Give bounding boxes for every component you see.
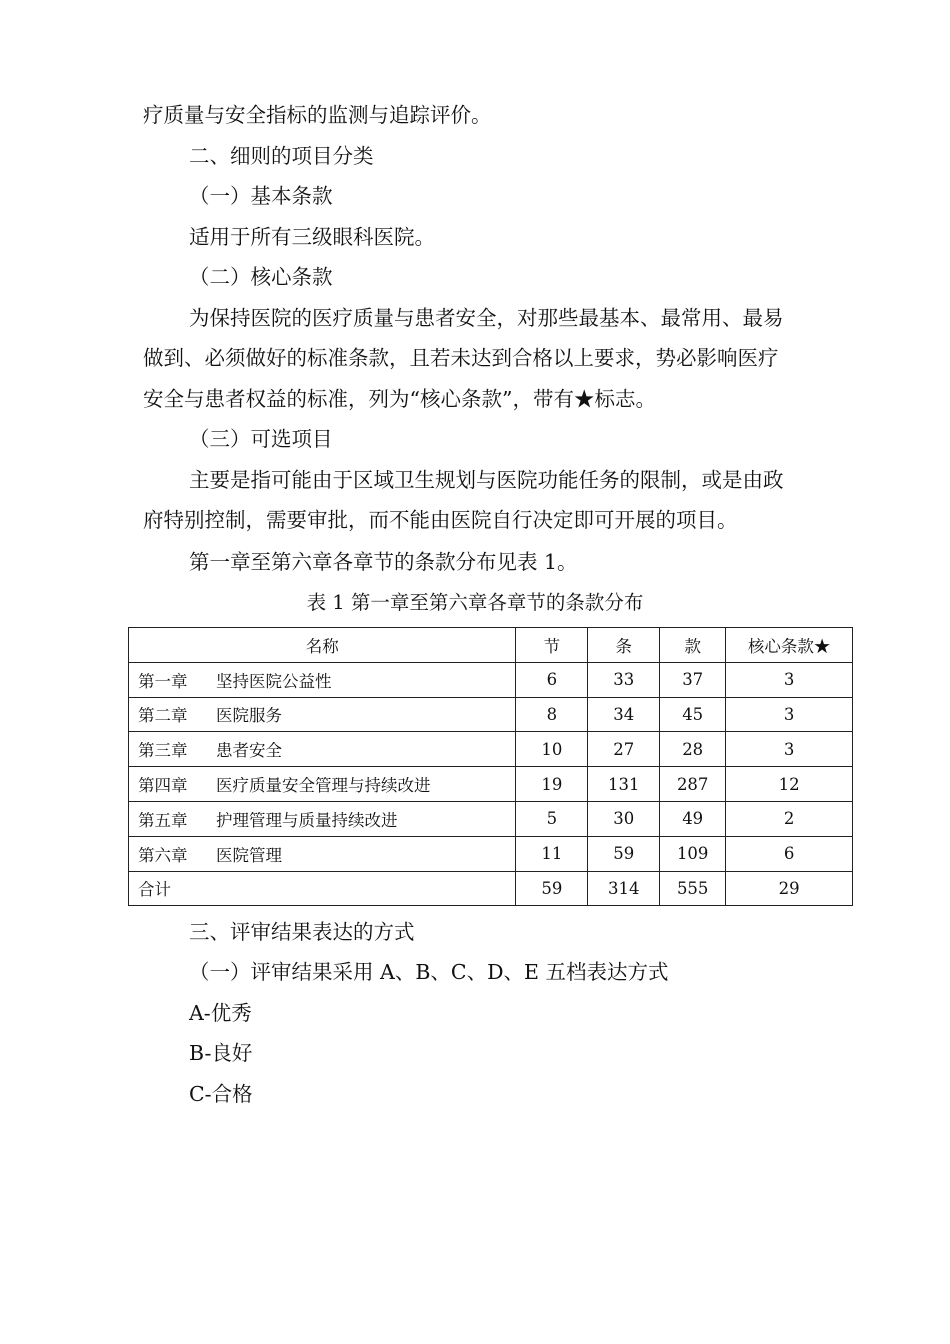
header-name: 名称: [129, 628, 516, 663]
core-clauses-line-3: 安全与患者权益的标准，列为“核心条款”，带有★标志。: [143, 387, 656, 411]
row-name: [129, 836, 516, 871]
cell-kuan: 109: [660, 836, 726, 871]
cell-kuan: 45: [660, 697, 726, 732]
cell-tiao: 131: [588, 767, 660, 802]
table-row: [129, 697, 853, 732]
line-continuation: 疗质量与安全指标的监测与追踪评价。: [143, 103, 492, 127]
header-jie: 节: [516, 628, 588, 663]
cell-core: 6: [726, 836, 853, 871]
row-name: [129, 697, 516, 732]
optional-items-line-2: 府特别控制，需要审批，而不能由医院自行决定即可开展的项目。: [143, 508, 738, 532]
row-name: [129, 801, 516, 836]
cell-core: 12: [726, 767, 853, 802]
table-row: [129, 732, 853, 767]
grade-a: A-优秀: [189, 1001, 252, 1025]
total-kuan: 555: [660, 871, 726, 906]
core-clauses-line-2: 做到、必须做好的标准条款，且若未达到合格以上要求，势必影响医疗: [143, 346, 779, 370]
chapter-number: 第一章: [138, 671, 188, 691]
chapter-number: 第六章: [138, 845, 188, 865]
total-label: 合计: [129, 871, 516, 906]
cell-core: 3: [726, 662, 853, 697]
table-row: [129, 801, 853, 836]
cell-tiao: 27: [588, 732, 660, 767]
table-row: [129, 836, 853, 871]
heading-result-expression: 三、评审结果表达的方式: [189, 920, 415, 944]
cell-jie: 8: [516, 697, 588, 732]
table-caption: 表 1 第一章至第六章各章节的条款分布: [306, 591, 644, 614]
cell-kuan: 28: [660, 732, 726, 767]
clause-distribution-table: [128, 627, 853, 906]
total-core: 29: [726, 871, 853, 906]
table-header-row: [129, 628, 853, 663]
cell-jie: 5: [516, 801, 588, 836]
grade-b: B-良好: [189, 1041, 253, 1065]
table-row: [129, 767, 853, 802]
cell-core: 2: [726, 801, 853, 836]
chapter-title: 护理管理与质量持续改进: [216, 810, 398, 830]
chapter-number: 第四章: [138, 776, 188, 796]
table-reference-line: 第一章至第六章各章节的条款分布见表 1。: [189, 550, 578, 574]
cell-jie: 10: [516, 732, 588, 767]
optional-items-line-1: 主要是指可能由于区域卫生规划与医院功能任务的限制，或是由政: [189, 468, 784, 492]
header-kuan: 款: [660, 628, 726, 663]
subheading-five-grades: （一）评审结果采用 A、B、C、D、E 五档表达方式: [189, 960, 669, 984]
grade-c: C-合格: [189, 1082, 253, 1106]
cell-tiao: 34: [588, 697, 660, 732]
subheading-basic-clauses: （一）基本条款: [189, 184, 333, 208]
cell-jie: 6: [516, 662, 588, 697]
row-name: [129, 662, 516, 697]
chapter-number: 第二章: [138, 706, 188, 726]
chapter-title: 患者安全: [216, 741, 282, 761]
heading-item-classification: 二、细则的项目分类: [189, 144, 374, 168]
table-row: [129, 662, 853, 697]
row-name: [129, 767, 516, 802]
cell-tiao: 33: [588, 662, 660, 697]
cell-jie: 19: [516, 767, 588, 802]
chapter-number: 第五章: [138, 810, 188, 830]
header-core: 核心条款★: [726, 628, 853, 663]
cell-core: 3: [726, 732, 853, 767]
chapter-number: 第三章: [138, 741, 188, 761]
basic-clauses-text: 适用于所有三级眼科医院。: [189, 225, 435, 249]
row-name: [129, 732, 516, 767]
table-total-row: [129, 871, 853, 906]
cell-kuan: 287: [660, 767, 726, 802]
cell-jie: 11: [516, 836, 588, 871]
chapter-title: 坚持医院公益性: [216, 671, 332, 691]
header-tiao: 条: [588, 628, 660, 663]
cell-kuan: 49: [660, 801, 726, 836]
chapter-title: 医疗质量安全管理与持续改进: [216, 776, 431, 796]
chapter-title: 医院服务: [216, 706, 282, 726]
cell-tiao: 59: [588, 836, 660, 871]
core-clauses-line-1: 为保持医院的医疗质量与患者安全，对那些最基本、最常用、最易: [189, 306, 784, 330]
cell-kuan: 37: [660, 662, 726, 697]
chapter-title: 医院管理: [216, 845, 282, 865]
subheading-optional-items: （三）可选项目: [189, 427, 333, 451]
total-jie: 59: [516, 871, 588, 906]
cell-tiao: 30: [588, 801, 660, 836]
cell-core: 3: [726, 697, 853, 732]
subheading-core-clauses: （二）核心条款: [189, 265, 333, 289]
total-tiao: 314: [588, 871, 660, 906]
